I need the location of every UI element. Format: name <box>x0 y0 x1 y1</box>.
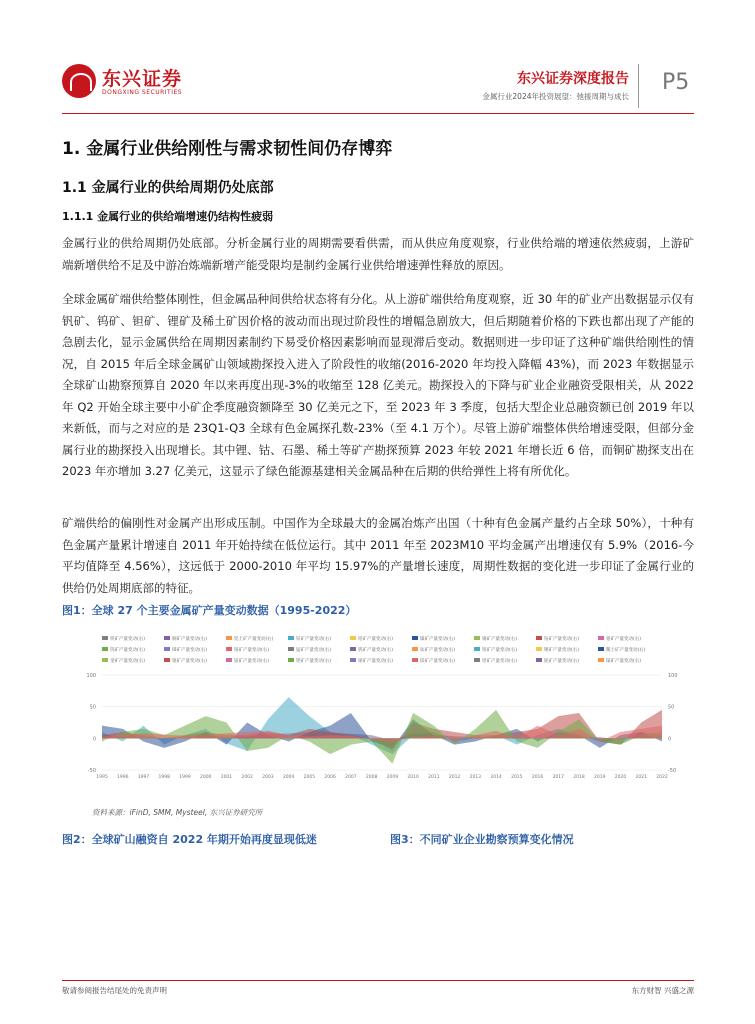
company-logo <box>62 60 192 106</box>
legend-swatch <box>412 636 418 640</box>
y-left-tick-label: 100 <box>86 673 96 679</box>
x-tick-label: 2013 <box>469 775 482 780</box>
chart-series <box>102 697 662 764</box>
production-change-chart <box>62 630 694 800</box>
x-tick-label: 1998 <box>158 775 170 780</box>
legend-swatch <box>350 636 356 640</box>
x-tick-label: 2007 <box>345 775 357 780</box>
legend-swatch <box>536 636 542 640</box>
x-tick-label: 2011 <box>428 775 440 780</box>
figure-2-title: 图2：全球矿山融资自 2022 年期开始再度显现低迷 <box>62 833 317 846</box>
legend-swatch <box>226 636 232 640</box>
x-tick-label: 2010 <box>407 775 419 780</box>
legend-label: 铝土矿产量变动(右) <box>234 637 274 642</box>
legend-label: 锑矿产量变动(右) <box>172 648 208 653</box>
paragraph-1: 金属行业的供给周期仍处底部。分析金属行业的周期需要看供需，而从供应角度观察，行业供给端的增速依然疲弱，上游矿端新增供给不足及中游冶炼端新增产能受限均是制约金属行业供给增速弹性释放的原因。 <box>62 236 694 272</box>
legend-label: 钽矿产量变动(右) <box>482 659 518 664</box>
y-right-tick-label: 100 <box>668 673 678 679</box>
x-tick-label: 2002 <box>241 775 253 780</box>
x-tick-label: 1995 <box>96 775 108 780</box>
x-tick-label: 2017 <box>552 775 565 780</box>
legend-label: 铁矿产量变动(右) <box>110 637 146 642</box>
chart-y-axis <box>86 673 677 774</box>
legend-label: 金矿产量变动(右) <box>110 659 146 664</box>
legend-label: 镍矿产量变动(右) <box>420 637 456 642</box>
legend-swatch <box>412 647 418 651</box>
legend-swatch <box>102 636 108 640</box>
legend-swatch <box>536 647 542 651</box>
x-tick-label: 1999 <box>179 775 191 780</box>
legend-swatch <box>288 658 294 662</box>
x-tick-label: 2009 <box>386 775 399 780</box>
header-rule <box>62 113 694 114</box>
x-tick-label: 1997 <box>137 775 150 780</box>
figure-1-title: 图1：全球 27 个主要金属矿产量变动数据（1995-2022） <box>62 604 357 617</box>
legend-label: 钼矿产量变动(右) <box>606 637 642 642</box>
legend-label: 锰矿产量变动(右) <box>296 648 332 653</box>
x-tick-label: 2005 <box>303 775 316 780</box>
x-tick-label: 2016 <box>531 775 544 780</box>
page-number: P5 <box>662 70 690 95</box>
legend-label: 钒矿产量变动(右) <box>358 648 394 653</box>
legend-swatch <box>536 658 542 662</box>
legend-label: 铅矿产量变动(右) <box>358 637 394 642</box>
legend-label: 锌矿产量变动(右) <box>296 637 332 642</box>
header-divider <box>638 64 639 108</box>
y-left-tick-label: -50 <box>87 768 96 774</box>
footer-slogan: 东方财智 兴盛之源 <box>631 986 694 995</box>
logo-text: 东兴证券 <box>102 68 183 90</box>
y-right-tick-label: 50 <box>668 704 675 711</box>
y-right-tick-label: 0 <box>668 736 672 743</box>
report-subtitle: 金属行业2024年投资展望：弛援周期与成长 <box>482 92 629 101</box>
legend-swatch <box>226 647 232 651</box>
x-tick-label: 2018 <box>573 775 585 780</box>
legend-swatch <box>102 647 108 651</box>
legend-swatch <box>350 658 356 662</box>
legend-swatch <box>350 647 356 651</box>
x-tick-label: 2022 <box>656 775 668 780</box>
x-tick-label: 2000 <box>199 775 212 780</box>
subsection-heading: 1.1 金属行业的供给周期仍处底部 <box>62 180 274 196</box>
x-tick-label: 2012 <box>448 775 461 780</box>
legend-swatch <box>598 647 604 651</box>
disclaimer-note: 敬请参阅报告结尾处的免责声明 <box>62 986 167 995</box>
legend-swatch <box>164 647 170 651</box>
x-tick-label: 2004 <box>282 775 295 780</box>
legend-swatch <box>474 636 480 640</box>
x-tick-label: 2006 <box>324 775 336 780</box>
legend-label: 铋矿产量变动(右) <box>358 659 394 664</box>
x-tick-label: 2021 <box>635 775 647 780</box>
legend-swatch <box>412 658 418 662</box>
legend-label: 铌矿产量变动(右) <box>544 659 580 664</box>
legend-swatch <box>288 636 294 640</box>
legend-label: 铜矿产量变动(右) <box>172 637 208 642</box>
x-tick-label: 2014 <box>490 775 502 780</box>
legend-label: 钯矿产量变动(右) <box>296 659 332 664</box>
legend-swatch <box>598 658 604 662</box>
subsubsection-heading: 1.1.1 金属行业的供给端增速仍结构性疲弱 <box>62 210 274 223</box>
x-tick-label: 2001 <box>220 775 233 780</box>
legend-label: 镓矿产量变动(右) <box>606 659 642 664</box>
legend-swatch <box>102 658 108 662</box>
legend-swatch <box>164 658 170 662</box>
legend-label: 钨矿产量变动(右) <box>110 648 146 653</box>
legend-swatch <box>288 647 294 651</box>
x-tick-label: 1996 <box>117 775 129 780</box>
legend-swatch <box>164 636 170 640</box>
chart-x-axis <box>96 774 668 780</box>
legend-swatch <box>474 647 480 651</box>
legend-label: 钴矿产量变动(右) <box>544 637 580 642</box>
legend-label: 铂矿产量变动(右) <box>234 659 270 664</box>
x-tick-label: 2019 <box>594 775 606 780</box>
x-tick-label: 2020 <box>614 775 627 780</box>
legend-label: 铬矿产量变动(右) <box>234 648 270 653</box>
paragraph-3: 矿端供给的偏刚性对金属产出形成压制。中国作为全球最大的金属冶炼产出国（十种有色金属产量约占全球 50%），十种有色金属产量累计增速自 2011 年开始持续在低位运行。其中 2011 年至 2023M10 平均金属产出增速仅有 5.9%（2016-今平均值降至 4.56%），这远低于 2000-2010 年平均 15.97%的产量增长速度，周期性数据的变化进一步印证了金属行业的供给仍处周期底部的特征。 <box>62 516 694 595</box>
report-title: 东兴证券深度报告 <box>517 71 629 87</box>
legend-swatch <box>598 636 604 640</box>
y-left-tick-label: 50 <box>89 704 96 711</box>
x-tick-label: 2003 <box>262 775 274 780</box>
chart-legend <box>102 635 646 664</box>
y-left-tick-label: 0 <box>92 736 96 743</box>
section-heading: 1. 金属行业供给刚性与需求韧性间仍存博弈 <box>62 139 393 159</box>
legend-label: 锂矿产量变动(右) <box>544 648 580 653</box>
logo-mark-icon <box>62 64 96 98</box>
footer-rule <box>62 980 694 981</box>
legend-label: 稀土矿产量变动(右) <box>606 648 646 653</box>
figure-3-title: 图3：不同矿业企业勘察预算变化情况 <box>390 833 574 846</box>
legend-swatch <box>474 658 480 662</box>
legend-label: 锆矿产量变动(右) <box>482 648 518 653</box>
legend-label: 镁矿产量变动(右) <box>420 659 456 664</box>
legend-label: 钛矿产量变动(右) <box>420 648 456 653</box>
legend-label: 锡矿产量变动(右) <box>482 637 518 642</box>
legend-label: 银矿产量变动(右) <box>172 659 208 664</box>
paragraph-2: 全球金属矿端供给整体刚性，但金属品种间供给状态将有分化。从上游矿端供给角度观察，近 30 年的矿业产出数据显示仅有钒矿、钨矿、钽矿、锂矿及稀土矿因价格的波动而出现过阶段性的增幅急剧放大，但后期随着价格的下跌也都出现了产能的急剧去化，显示金属供给在周期因素制约下易受价格因素影响而显现滞后变动。数据则进一步印证了这种矿端供给刚性的情况，自 2015 年后全球金属矿山领域勘探投入进入了阶段性的收缩(2016-2020 年均投入降幅 43%)，而 2023 年数据显示全球矿山勘察预算自 2020 年以来再度出现-3%的收缩至 128 亿美元。勘探投入的下降与矿业企业融资受限相关，从 2022 年 Q2 开始全球主要中小矿企季度融资额降至 30 亿美元之下，至 2023 年 3 季度，包括大型企业总融资额已创 2019 年以来新低，而与之对应的是 23Q1-Q3 全球有色金属探孔数-23%（至 4.1 万个）。尽管上游矿端整体供给增速受限，但部分金属行业的勘探投入出现增长。其中锂、钴、石墨、稀土等矿产勘探预算 2023 年较 2021 年增长近 6 倍，而铜矿勘探支出在 2023 年亦增加 3.27 亿美元，这显示了绿色能源基建相关金属品种在后期的供给弹性上将有所优化。 <box>62 292 694 478</box>
figure-1-source: 资料来源：iFinD, SMM, Mysteel, 东兴证券研究所 <box>92 808 263 817</box>
x-tick-label: 2008 <box>365 775 378 780</box>
y-right-tick-label: -50 <box>668 768 677 774</box>
logo-english-text: DONGXING SECURITIES <box>102 89 183 96</box>
x-tick-label: 2015 <box>511 775 523 780</box>
legend-swatch <box>226 658 232 662</box>
